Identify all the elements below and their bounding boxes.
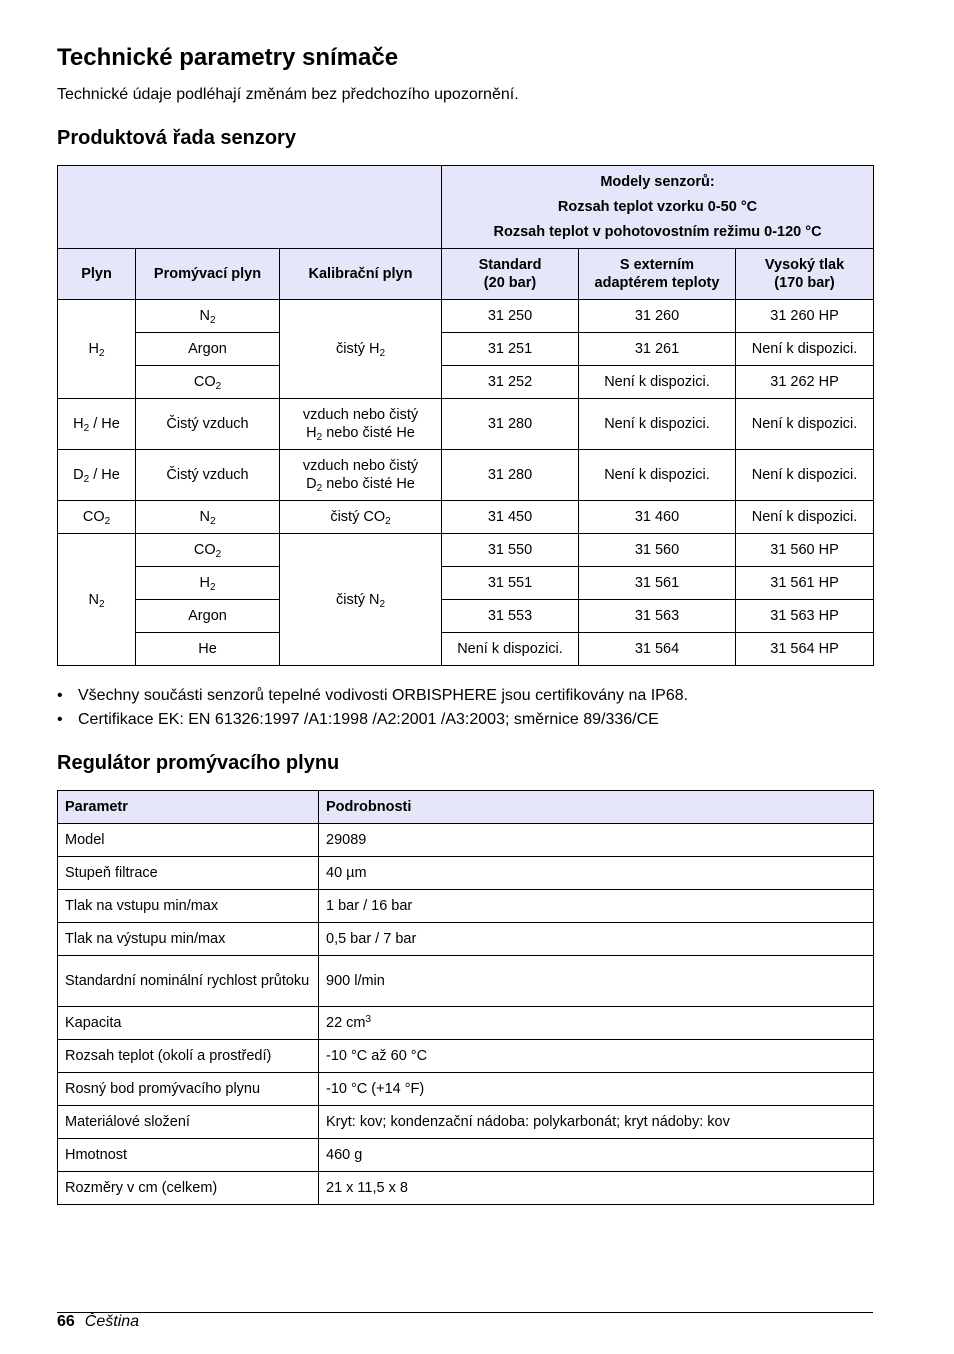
param-name: Rozměry v cm (celkem) [58,1172,319,1205]
calib-cell: čistý $CO_2$ [280,501,442,534]
model-cell: Není k dispozici. [736,450,874,501]
sensor-section-heading: Produktová řada senzory [57,127,296,149]
gas-h2: $H_2$ [58,300,136,399]
param-value: 900 l/min [319,956,874,1007]
param-value: 40 µm [319,857,874,890]
model-cell: 31 564 HP [736,633,874,666]
bullet-list [57,684,688,732]
regulator-section-heading: Regulátor promývacího plynu [57,752,340,774]
col-purge-gas: Promývací plyn [136,249,280,300]
model-cell: 31 560 [579,534,736,567]
purge-cell: $N_2$ [136,501,280,534]
gas-d2-he: $D_2$ / He [58,450,136,501]
param-name: Materiálové složení [58,1106,319,1139]
model-cell: Není k dispozici. [736,333,874,366]
param-value: 0,5 bar / 7 bar [319,923,874,956]
sensor-table [57,165,874,666]
bullet-item: • Certifikace EK: EN 61326:1997 /A1:1998 /A2:2001 /A3:2003; směrnice 89/336/CE [57,708,688,732]
purge-cell: $N_2$ [136,300,280,333]
param-name: Hmotnost [58,1139,319,1172]
param-name: Standardní nominální rychlost průtoku [58,956,319,1007]
purge-cell: $CO_2$ [136,366,280,399]
param-value: Kryt: kov; kondenzační nádoba: polykarbonát; kryt nádoby: kov [319,1106,874,1139]
model-cell: 31 260 HP [736,300,874,333]
col-calibration-gas: Kalibrační plyn [280,249,442,300]
col-gas: Plyn [58,249,136,300]
header-blank [58,166,442,249]
model-cell: Není k dispozici. [579,450,736,501]
model-cell: 31 550 [442,534,579,567]
param-name: Tlak na vstupu min/max [58,890,319,923]
model-cell: 31 553 [442,600,579,633]
model-cell: 31 262 HP [736,366,874,399]
param-value: -10 °C (+14 °F) [319,1073,874,1106]
bullet-item: • Všechny součásti senzorů tepelné vodivosti ORBISPHERE jsou certifikovány na IP68. [57,684,688,708]
purge-cell: He [136,633,280,666]
model-cell: Není k dispozici. [579,366,736,399]
model-cell: 31 460 [579,501,736,534]
param-value: 22 $cm^3$ [319,1007,874,1040]
gas-co2: $CO_2$ [58,501,136,534]
calib-cell: vzduch nebo čistý $D_2$ nebo čisté He [280,450,442,501]
col-parameter: Parametr [58,791,319,824]
model-cell: 31 563 [579,600,736,633]
page-title: Technické parametry snímače [57,44,399,71]
col-standard: Standard (20 bar) [442,249,579,300]
calib-cell: čistý $H_2$ [280,300,442,399]
calib-cell: vzduch nebo čistý $H_2$ nebo čisté He [280,399,442,450]
model-cell: 31 250 [442,300,579,333]
model-cell: 31 561 [579,567,736,600]
page-number: 66 [57,1313,75,1330]
param-value: 460 g [319,1139,874,1172]
purge-cell: Argon [136,600,280,633]
param-name: Model [58,824,319,857]
model-cell: 31 251 [442,333,579,366]
model-cell: 31 564 [579,633,736,666]
regulator-table [57,790,874,1205]
model-cell: Není k dispozici. [736,399,874,450]
model-cell: 31 561 HP [736,567,874,600]
col-external: S externím adaptérem teploty [579,249,736,300]
purge-cell: $CO_2$ [136,534,280,567]
param-value: 21 x 11,5 x 8 [319,1172,874,1205]
purge-cell: Čistý vzduch [136,450,280,501]
model-cell: 31 563 HP [736,600,874,633]
model-cell: 31 560 HP [736,534,874,567]
model-cell: 31 551 [442,567,579,600]
purge-cell: $H_2$ [136,567,280,600]
model-cell: 31 450 [442,501,579,534]
model-cell: 31 261 [579,333,736,366]
param-value: -10 °C až 60 °C [319,1040,874,1073]
intro-text: Technické údaje podléhají změnám bez předchozího upozornění. [57,86,519,103]
model-cell: 31 280 [442,450,579,501]
col-details: Podrobnosti [319,791,874,824]
purge-cell: Argon [136,333,280,366]
footer-divider [57,1312,873,1313]
calib-cell: čistý $N_2$ [280,534,442,666]
model-cell: 31 252 [442,366,579,399]
model-cell: 31 280 [442,399,579,450]
param-value: 29089 [319,824,874,857]
model-cell: 31 260 [579,300,736,333]
param-name: Stupeň filtrace [58,857,319,890]
purge-cell: Čistý vzduch [136,399,280,450]
model-cell: Není k dispozici. [442,633,579,666]
gas-n2: $N_2$ [58,534,136,666]
footer-language: Čeština [84,1313,140,1330]
param-name: Tlak na výstupu min/max [58,923,319,956]
param-name: Kapacita [58,1007,319,1040]
param-name: Rozsah teplot (okolí a prostředí) [58,1040,319,1073]
param-name: Rosný bod promývacího plynu [58,1073,319,1106]
page-footer [57,1313,139,1331]
col-high-pressure: Vysoký tlak (170 bar) [736,249,874,300]
param-value: 1 bar / 16 bar [319,890,874,923]
model-cell: Není k dispozici. [736,501,874,534]
gas-h2-he: $H_2$ / He [58,399,136,450]
model-cell: Není k dispozici. [579,399,736,450]
models-header: Modely senzorů: Rozsah teplot vzorku 0-50 °C Rozsah teplot v pohotovostním režimu 0-120 °C [442,166,874,249]
